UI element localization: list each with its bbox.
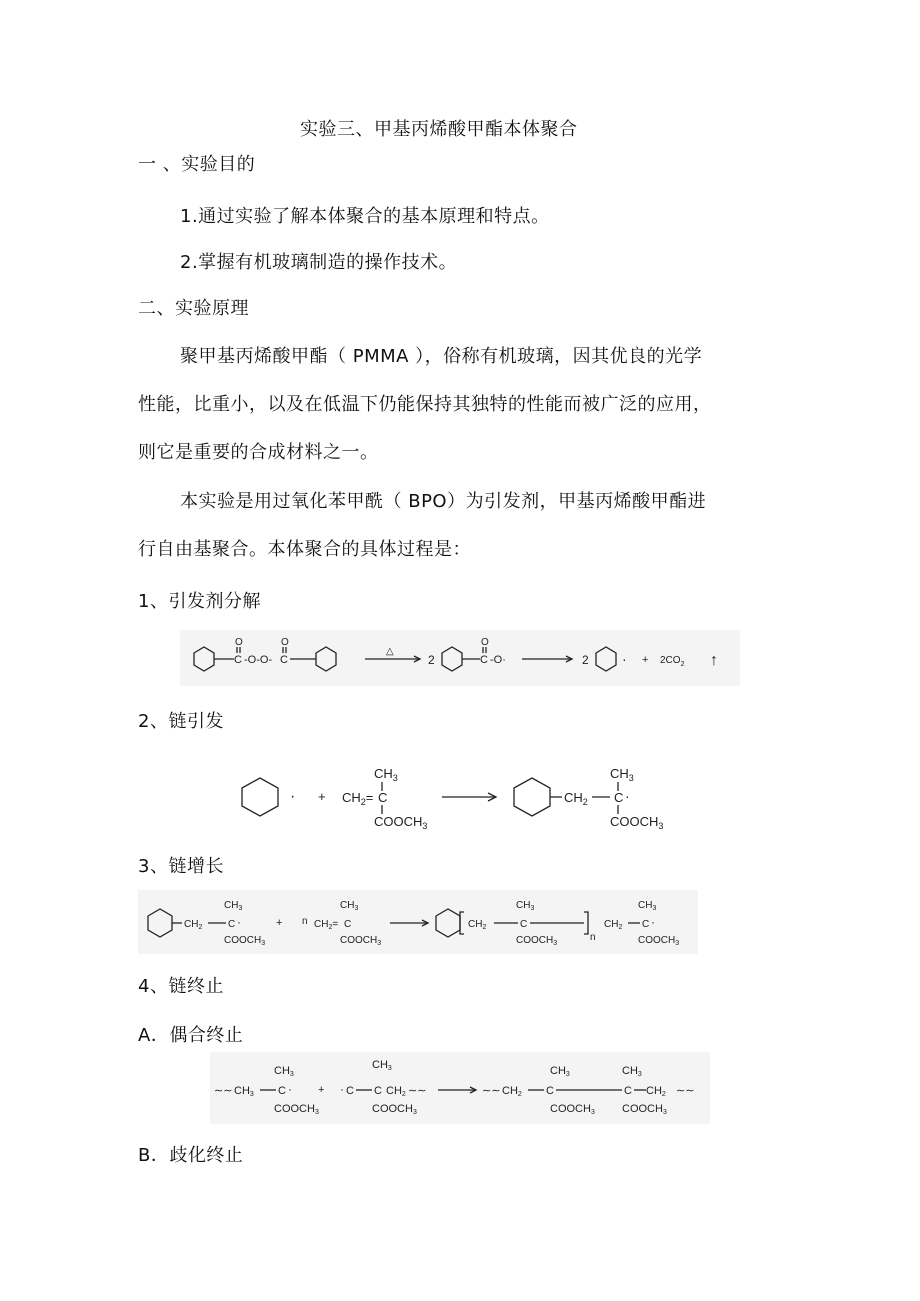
peroxide-link: -O-O- <box>244 654 273 666</box>
methyl-group: CH3 <box>372 1059 392 1072</box>
chain-wave: ∼∼ <box>482 1085 501 1097</box>
step-2-heading: 2、链引发 <box>138 711 224 732</box>
oxy-radical: -O· <box>490 654 506 666</box>
reaction-coupling-termination <box>210 1052 710 1124</box>
repeat-n: n <box>302 916 308 927</box>
reaction-chain-propagation <box>138 890 698 954</box>
termination-a-heading: A．偶合终止 <box>138 1025 244 1046</box>
methylene-double-bond: $CH_2=$ <box>342 790 374 807</box>
plus-sign: + <box>642 654 649 666</box>
methylene-group: $CH_2$ <box>564 790 588 807</box>
quaternary-carbon: C <box>374 1085 382 1097</box>
carbonyl-oxygen: O <box>235 637 243 648</box>
ester-group: COOCH3 <box>622 1103 667 1116</box>
methyl-group: CH3 <box>622 1065 642 1078</box>
radical-dot: · <box>651 915 655 929</box>
radical-carbon: C <box>346 1085 354 1097</box>
benzene-ring <box>514 778 550 816</box>
ester-group: $COOCH_3$ <box>224 935 266 947</box>
methyl-group: $CH_3$ <box>638 900 657 912</box>
ester-group: $COOCH_3$ <box>516 935 558 947</box>
principle-para-2-line-1: 本实验是用过氧化苯甲酰（ BPO）为引发剂，甲基丙烯酸甲酯进 <box>180 491 707 512</box>
methylene-double-bond: $CH_2=$ <box>314 919 339 931</box>
section-2-heading: 二、实验原理 <box>138 298 249 319</box>
objective-item-2: 2.掌握有机玻璃制造的操作技术。 <box>180 252 458 273</box>
ester-group: COOCH3 <box>550 1103 595 1116</box>
section-1-heading: 一 、实验目的 <box>138 154 256 175</box>
gas-up-arrow: ↑ <box>710 652 718 669</box>
principle-para-2-line-2: 行自由基聚合。本体聚合的具体过程是： <box>138 539 471 560</box>
radical-carbon: C <box>614 790 624 805</box>
chain-wave: ∼∼ <box>408 1085 427 1097</box>
heat-symbol: △ <box>386 646 394 657</box>
radical-dot: · <box>340 1082 344 1096</box>
radical-carbon: C <box>642 919 650 930</box>
quaternary-carbon: C <box>520 919 528 930</box>
radical-carbon: C <box>278 1085 286 1097</box>
carbonyl-carbon: C <box>280 654 288 666</box>
repeat-n: n <box>590 932 596 943</box>
step-3-heading: 3、链增长 <box>138 856 224 877</box>
plus-sign: + <box>318 789 326 804</box>
ester-group: $COOCH_3$ <box>610 814 664 831</box>
quaternary-carbon: C <box>344 919 352 930</box>
ester-group: COOCH3 <box>274 1103 319 1116</box>
reaction-initiator-decomposition <box>180 630 740 686</box>
step-4-heading: 4、链终止 <box>138 976 224 997</box>
methyl-group: CH3 <box>274 1065 294 1078</box>
coefficient: 2 <box>582 653 589 667</box>
carbonyl-carbon: C <box>480 654 488 666</box>
page-title: 实验三、甲基丙烯酸甲酯本体聚合 <box>300 119 578 140</box>
radical-dot: · <box>625 788 630 804</box>
ester-group: $COOCH_3$ <box>638 935 680 947</box>
step-1-heading: 1、引发剂分解 <box>138 591 261 612</box>
reaction-chain-initiation <box>230 760 700 832</box>
methyl-group: $CH_3$ <box>340 900 359 912</box>
methylene-group: $CH_2$ <box>468 919 487 931</box>
plus-sign: + <box>318 1084 325 1096</box>
quaternary-carbon: C <box>546 1085 554 1097</box>
radical-dot: · <box>290 788 296 805</box>
radical-dot: · <box>622 651 627 667</box>
methyl-group: CH3 <box>550 1065 570 1078</box>
ester-group: $COOCH_3$ <box>374 814 428 831</box>
coefficient: 2 <box>428 653 435 667</box>
quaternary-carbon: C <box>378 790 388 805</box>
methyl-group: $CH_3$ <box>374 766 398 783</box>
principle-para-1-line-1: 聚甲基丙烯酸甲酯（ PMMA ），俗称有机玻璃，因其优良的光学 <box>180 346 703 367</box>
benzene-ring <box>242 778 278 816</box>
carbon-dioxide: $2CO_2$ <box>660 655 685 668</box>
quaternary-carbon: C <box>624 1085 632 1097</box>
radical-dot: · <box>237 915 241 929</box>
objective-item-1: 1.通过实验了解本体聚合的基本原理和特点。 <box>180 206 550 227</box>
radical-carbon: C <box>228 919 236 930</box>
radical-dot: · <box>288 1082 292 1096</box>
chain-wave: ∼∼ <box>214 1085 233 1097</box>
termination-b-heading: B．歧化终止 <box>138 1145 244 1166</box>
principle-para-1-line-3: 则它是重要的合成材料之一。 <box>138 442 379 463</box>
methylene-group: CH2 <box>646 1085 666 1098</box>
carbonyl-oxygen: O <box>281 637 289 648</box>
methyl-group: $CH_3$ <box>224 900 243 912</box>
carbonyl-oxygen: O <box>481 637 489 648</box>
methylene-group: CH2 <box>386 1085 406 1098</box>
methyl-group: $CH_3$ <box>610 766 634 783</box>
methylene-group: CH2 <box>502 1085 522 1098</box>
carbonyl-carbon: C <box>234 654 242 666</box>
principle-para-1-line-2: 性能，比重小，以及在低温下仍能保持其独特的性能而被广泛的应用， <box>138 394 712 415</box>
ester-group: COOCH3 <box>372 1103 417 1116</box>
methyl-group: $CH_3$ <box>516 900 535 912</box>
methylene-group: $CH_2$ <box>604 919 623 931</box>
methylene-group: $CH_2$ <box>184 919 203 931</box>
methyl-end: CH3 <box>234 1085 254 1098</box>
plus-sign: + <box>276 917 283 929</box>
chain-wave: ∼∼ <box>676 1085 695 1097</box>
ester-group: $COOCH_3$ <box>340 935 382 947</box>
